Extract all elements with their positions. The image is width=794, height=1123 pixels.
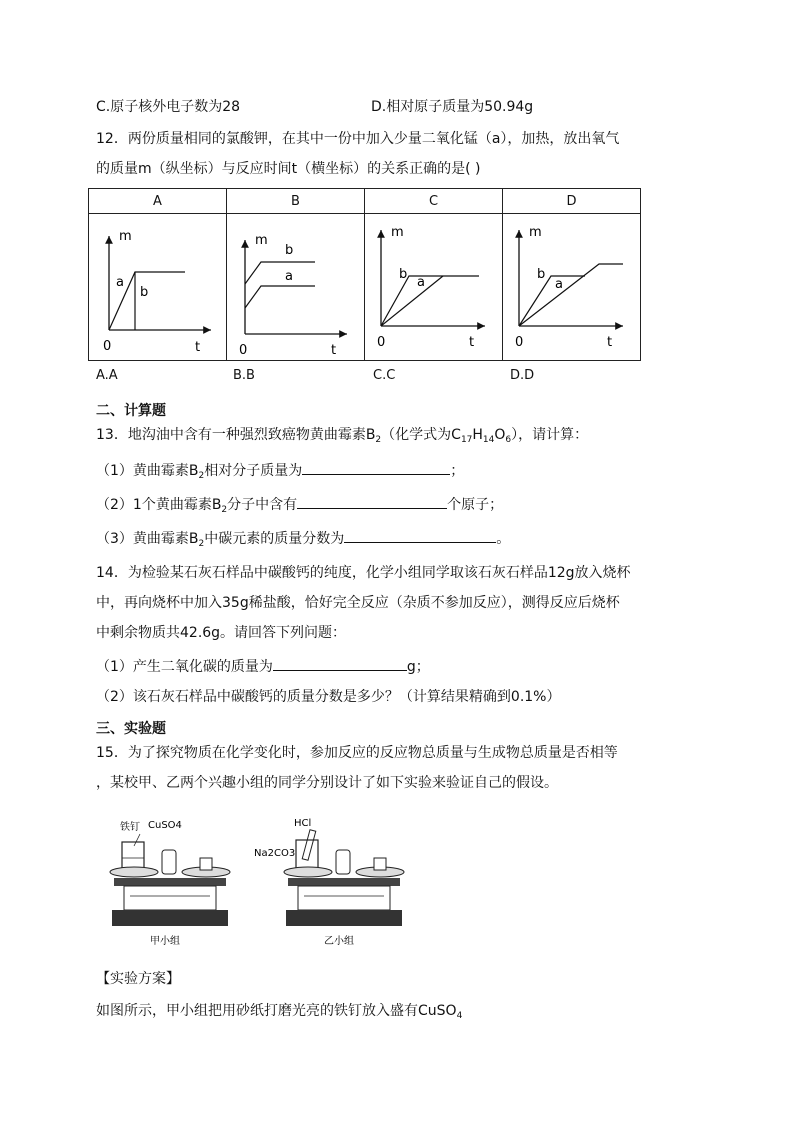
q12-stem-line2: 的质量m（纵坐标）与反应时间t（横坐标）的关系正确的是( ): [96, 161, 481, 177]
graph-cell-d: [503, 214, 641, 361]
fig2-label-hcl: HCl: [294, 818, 312, 829]
q13-part3-blank[interactable]: [344, 528, 496, 543]
graph-a: [89, 214, 227, 356]
graph-d-origin: 0: [515, 335, 524, 350]
q15-figure-balances: [104, 812, 434, 954]
graph-cell-b: [227, 214, 365, 361]
graph-b-x-label: t: [331, 343, 337, 356]
graph-d-curve-a: [519, 264, 623, 326]
q11-option-d: D.相对原子质量为50.94g: [371, 99, 534, 115]
graph-d-y-label: m: [529, 225, 542, 240]
graph-a-label-a: a: [116, 275, 124, 290]
graph-cell-a: [89, 214, 227, 361]
graph-b-label-a: a: [285, 269, 293, 284]
q13-part3: （3）黄曲霉素$B_2$中碳元素的质量分数为 。: [96, 528, 510, 550]
graph-d-label-a: a: [555, 277, 563, 292]
fig1-weight: [200, 858, 212, 870]
graph-c-origin: 0: [377, 335, 386, 350]
fig1-label-cuso4: CuSO4: [148, 820, 182, 831]
graph-a-y-label: m: [119, 229, 132, 244]
q12-answer-b: B.B: [233, 368, 255, 383]
q12-stem-line1: 12．两份质量相同的氯酸钾，在其中一份中加入少量二氧化锰（a），加热，放出氧气: [96, 131, 620, 147]
graph-cell-c: [365, 214, 503, 361]
fig2-left-pan: [284, 867, 332, 877]
q13-part1: （1）黄曲霉素$B_2$相对分子质量为 ；: [96, 460, 464, 482]
graph-c-y-label: m: [391, 225, 404, 240]
q14-stem-line1: 14．为检验某石灰石样品中碳酸钙的纯度，化学小组同学取该石灰石样品12g放入烧杯: [96, 565, 631, 581]
graph-a-x-label: t: [195, 340, 201, 355]
graph-c-x-label: t: [469, 335, 475, 350]
graph-b-curve-a: [245, 286, 315, 308]
fig2-beaker: [296, 840, 318, 870]
graph-a-label-b: b: [140, 285, 149, 300]
fig1-left-pan: [110, 867, 158, 877]
q13-part2: （2）1个黄曲霉素$B_2$分子中含有 个原子；: [96, 494, 503, 516]
q14-part1: （1）产生二氧化碳的质量为 g；: [96, 656, 430, 678]
fig2-caption: 乙小组: [324, 936, 354, 947]
q12-answer-a: A.A: [96, 368, 118, 383]
graph-c-label-a: a: [417, 275, 425, 290]
q15-plan-title: 【实验方案】: [96, 971, 180, 987]
q14-part1-blank[interactable]: [273, 656, 407, 671]
section-3-title: 三、实验题: [96, 721, 166, 737]
graph-b: [227, 214, 365, 356]
q14-part2: （2）该石灰石样品中碳酸钙的质量分数是多少？（计算结果精确到0.1%）: [96, 689, 561, 705]
q12-answer-c: C.C: [373, 368, 396, 383]
q15-stem-line1: 15．为了探究物质在化学变化时，参加反应的反应物总质量与生成物总质量是否相等: [96, 745, 618, 761]
graph-b-curve-b: [245, 262, 315, 284]
q12-answer-d: D.D: [510, 368, 535, 383]
graph-b-y-label: m: [255, 233, 268, 248]
graph-a-origin: 0: [103, 339, 112, 354]
section-2-title: 二、计算题: [96, 403, 166, 419]
fig2-test-tube: [302, 830, 316, 861]
graph-d-label-b: b: [537, 267, 546, 282]
q12-graph-table: [88, 188, 641, 361]
graph-d: [503, 214, 641, 356]
balance-group-1: [110, 820, 230, 947]
q13-stem: 13．地沟油中含有一种强烈致癌物黄曲霉素$B_2$（化学式为$C_{17}H_{14}O_6$），请计算：: [96, 427, 589, 445]
graph-c-label-b: b: [399, 267, 408, 282]
fig1-caption: 甲小组: [150, 936, 180, 947]
q15-plan-text: 如图所示，甲小组把用砂纸打磨光亮的铁钉放入盛有CuSO$_4$: [96, 1003, 463, 1021]
fig2-label-na2co3: Na2CO3: [254, 848, 296, 859]
q14-stem-line2: 中，再向烧杯中加入35g稀盐酸，恰好完全反应（杂质不参加反应），测得反应后烧杯: [96, 595, 620, 611]
graph-header-a: A: [89, 189, 227, 214]
graph-header-d: D: [503, 189, 641, 214]
fig2-weight: [374, 858, 386, 870]
graph-c-curve-b: [381, 276, 479, 326]
q14-stem-line3: 中剩余物质共42.6g。请回答下列问题：: [96, 625, 347, 641]
graph-c: [365, 214, 503, 356]
q11-option-c: C.原子核外电子数为28: [96, 99, 241, 115]
fig1-label-nail: 铁钉: [120, 822, 140, 833]
graph-b-label-b: b: [285, 243, 294, 258]
q13-part1-blank[interactable]: [302, 460, 450, 475]
graph-d-x-label: t: [607, 335, 613, 350]
graph-header-b: B: [227, 189, 365, 214]
q13-part2-blank[interactable]: [297, 494, 447, 509]
fig1-beaker: [122, 842, 144, 870]
graph-b-origin: 0: [239, 343, 248, 356]
q15-stem-line2: ，某校甲、乙两个兴趣小组的同学分别设计了如下实验来验证自己的假设。: [96, 775, 558, 791]
graph-c-curve-a: [381, 276, 443, 326]
graph-header-c: C: [365, 189, 503, 214]
balance-group-2: [254, 818, 404, 947]
